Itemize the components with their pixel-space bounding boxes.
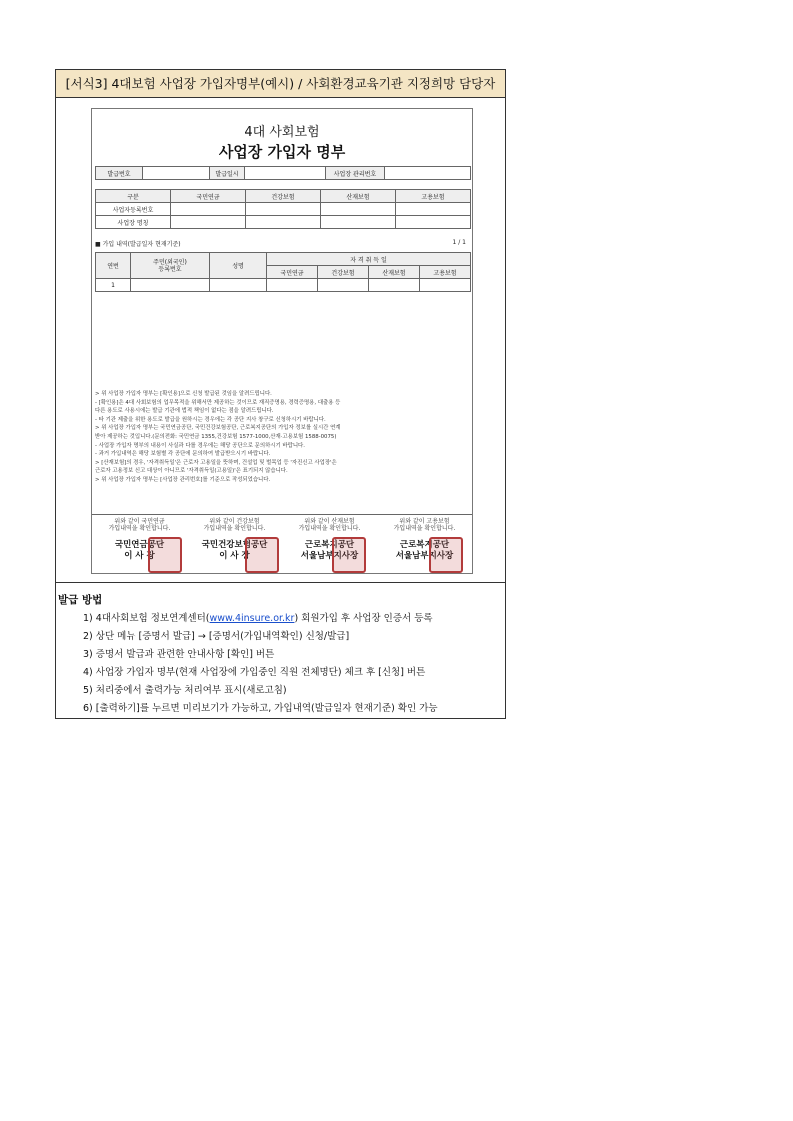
note-line: - 과거 가입내역은 해당 보험별 각 공단에 문의하여 발급받으시기 바랍니다.	[95, 451, 271, 458]
certificate-subtitle: 4대 사회보험	[244, 125, 320, 140]
certificate-image-area	[56, 97, 505, 583]
confirm-employment	[377, 515, 472, 575]
section-label: ■ 가입 내역(발급일자 현재기준)	[95, 241, 181, 248]
confirm-pension	[92, 515, 187, 575]
member-header-name: 성명	[210, 253, 267, 279]
confirm-text: 가입내역을 확인합니다.	[298, 525, 361, 532]
method-step-4: 4) 사업장 가입자 명부(현재 사업장에 가입중인 직원 전체명단) 체크 후 [신청] 버튼	[83, 667, 426, 678]
summary-header-health: 건강보험	[246, 190, 321, 203]
summary-header-pension: 국민연금	[171, 190, 246, 203]
mgmt-no-label: 사업장 관리번호	[326, 167, 385, 180]
confirm-text: 가입내역을 확인합니다.	[393, 525, 456, 532]
issue-date-label: 발급일시	[210, 167, 245, 180]
note-line: > [산재보험]의 경우, '자격취득일'은 근로자 고용일을 뜻하며, 건설업 및 벌목업 등 '자진신고 사업장'은	[95, 459, 337, 466]
summary-header-industrial: 산재보험	[321, 190, 396, 203]
confirmation-row	[92, 514, 472, 575]
member-header-health: 건강보험	[318, 266, 369, 279]
summary-row-bizname: 사업장 명칭	[96, 216, 171, 229]
official-seal-icon	[148, 537, 182, 573]
note-line: - 사업장 가입자 명부의 내용이 사실과 다를 경우에는 해당 공단으로 문의하시기 바랍니다.	[95, 442, 305, 449]
frame-title: [서식3] 4대보험 사업장 가입자명부(예시) / 사회환경교육기관 지정희망 담당자	[56, 70, 505, 98]
form-frame	[55, 69, 506, 719]
method-step-3: 3) 증명서 발급과 관련한 안내사항 [확인] 버튼	[83, 649, 275, 660]
insure-site-link[interactable]: www.4insure.or.kr	[209, 613, 295, 624]
confirm-org: 근로복지공단	[304, 540, 355, 550]
summary-row-bizno: 사업자등록번호	[96, 203, 171, 216]
step-1-prefix: 1) 4대사회보험 정보연계센터(	[83, 613, 210, 624]
step-1-suffix: ) 회원가입 후 사업장 인증서 등록	[294, 613, 433, 624]
issue-info-table	[95, 166, 471, 180]
note-line: > 위 사업장 가입자 명부는 [확인용]으로 신청 발급된 것임을 알려드립니다.	[95, 391, 272, 397]
note-line: > 위 사업장 가입자 명부는 [사업장 관리번호]를 기준으로 작성되었습니다.	[95, 476, 271, 483]
member-header-employment: 고용보험	[420, 266, 471, 279]
confirm-health	[187, 515, 282, 575]
method-step-1	[83, 610, 433, 624]
confirm-signer: 서울남부지사장	[300, 551, 359, 561]
summary-header-employment: 고용보험	[396, 190, 471, 203]
method-heading: 발급 방법	[58, 594, 103, 606]
confirm-text: 가입내역을 확인합니다.	[108, 525, 171, 532]
confirm-industrial	[282, 515, 377, 575]
official-seal-icon	[245, 537, 279, 573]
confirm-text: 위와 같이 산재보험	[304, 518, 355, 525]
note-line: - 타 기관 제출을 위한 용도로 발급을 원하시는 경우에는 각 공단 지사 창구로 신청하시기 바랍니다.	[95, 416, 326, 423]
confirm-text: 위와 같이 고용보험	[399, 518, 450, 525]
confirm-signer: 이 사 장	[124, 551, 155, 561]
page-indicator: 1 / 1	[452, 239, 466, 246]
method-step-2: 2) 상단 메뉴 [증명서 발급] → [증명서(가입내역확인) 신청/발급]	[83, 631, 350, 642]
member-header-id-line2: 등록번호	[158, 265, 182, 273]
confirm-text: 가입내역을 확인합니다.	[203, 525, 266, 532]
summary-table	[95, 189, 471, 229]
member-table	[95, 252, 471, 292]
note-line: - [확인용]은 4대 사회보험의 업무목적을 위해서만 제공하는 것이므로 재직증명용, 경력증명용, 대출용 등	[95, 399, 341, 406]
confirm-text: 위와 같이 국민연금	[114, 518, 165, 525]
member-row-no: 1	[96, 279, 131, 292]
confirm-org: 국민건강보험공단	[201, 540, 268, 550]
member-header-id	[131, 253, 210, 279]
official-seal-icon	[332, 537, 366, 573]
note-line: > 위 사업장 가입자 명부는 국민연금공단, 국민건강보험공단, 근로복지공단의 가입자 정보를 실시간 연계	[95, 425, 341, 432]
summary-header-type: 구분	[96, 190, 171, 203]
member-header-seq: 연번	[96, 253, 131, 279]
confirm-signer: 이 사 장	[219, 551, 250, 561]
certificate	[91, 108, 473, 574]
notes	[95, 390, 471, 485]
mgmt-no-value	[385, 167, 471, 180]
member-header-industrial: 산재보험	[369, 266, 420, 279]
issue-date-value	[245, 167, 326, 180]
member-header-pension: 국민연금	[267, 266, 318, 279]
note-line: 근로자 고용정보 신고 대상이 아니므로 '자격취득일(고용일)'은 표기되지 않습니다.	[95, 468, 288, 475]
confirm-text: 위와 같이 건강보험	[209, 518, 260, 525]
official-seal-icon	[429, 537, 463, 573]
member-header-id-line1: 주민(외국인)	[153, 258, 187, 266]
method-step-6: 6) [출력하기]를 누르면 미리보기가 가능하고, 가입내역(발급일자 현재기준) 확인 가능	[83, 703, 438, 714]
confirm-org: 근로복지공단	[399, 540, 450, 550]
note-line: 다른 용도로 사용시에는 발급 기관에 법적 책임이 없다는 점을 알려드립니다.	[95, 408, 274, 415]
issue-no-value	[143, 167, 210, 180]
confirm-signer: 서울남부지사장	[395, 551, 454, 561]
confirm-org: 국민연금공단	[114, 540, 165, 550]
certificate-title: 사업장 가입자 명부	[218, 143, 346, 161]
issue-no-label: 발급번호	[96, 167, 143, 180]
note-line: 받아 제공하는 것입니다.(문의전화: 국민연금 1355,건강보험 1577-1000,산재·고용보험 1588-0075)	[95, 433, 337, 440]
member-header-date-group: 자 격 취 득 일	[267, 253, 471, 266]
method-step-5: 5) 처리중에서 출력가능 처리여부 표시(새로고침)	[83, 685, 287, 696]
